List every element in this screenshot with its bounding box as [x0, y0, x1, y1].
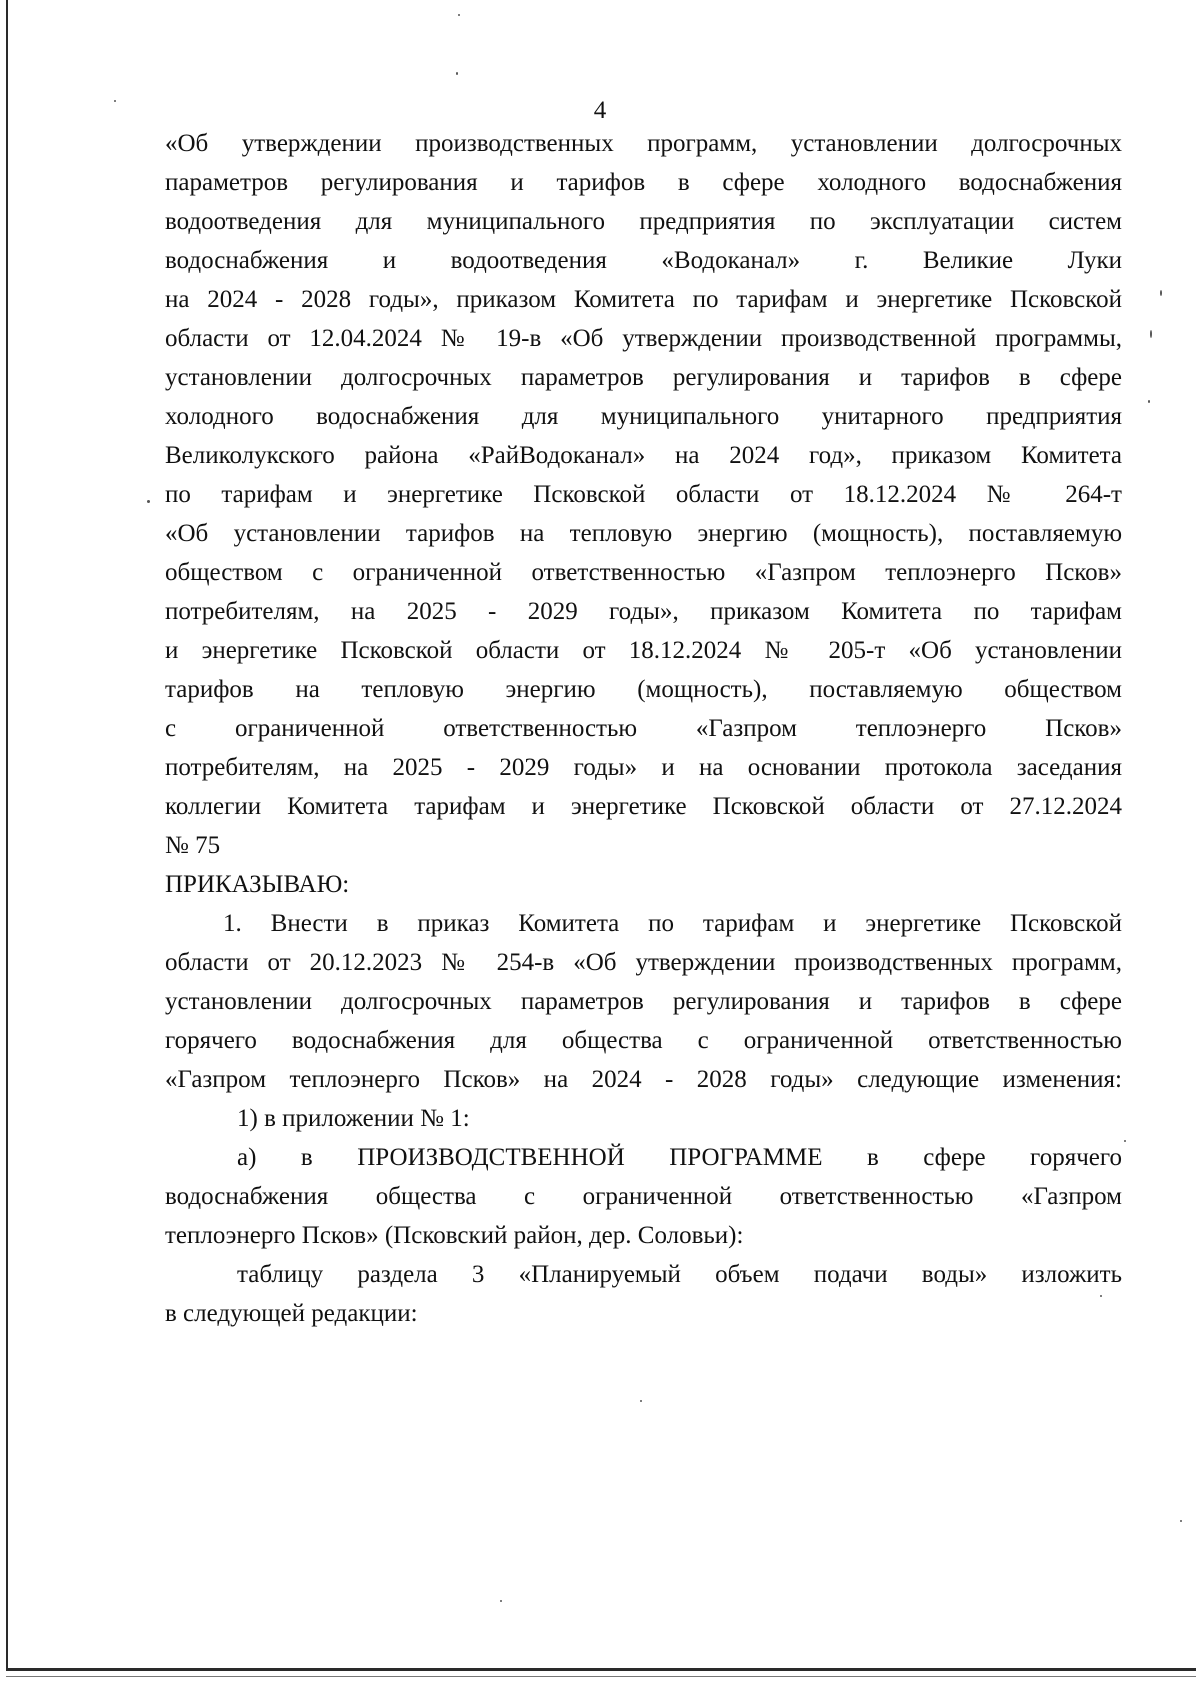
text-line: области от 12.04.2024 № 19-в «Об утверждении производственной программы,	[165, 325, 1122, 352]
text-line: 1. Внести в приказ Комитета по тарифам и энергетике Псковской	[223, 910, 1122, 937]
text-line: водоотведения для муниципального предприятия по эксплуатации систем	[165, 208, 1122, 235]
document-body	[165, 124, 1122, 1333]
scan-speck	[458, 14, 460, 16]
text-line: теплоэнерго Псков» (Псковский район, дер. Соловьи):	[165, 1222, 744, 1249]
text-line: Великолукского района «РайВодоканал» на 2024 год», приказом Комитета	[165, 442, 1122, 469]
scan-speck	[456, 72, 458, 75]
scan-speck	[500, 1600, 502, 1602]
text-line: водоснабжения и водоотведения «Водоканал» г. Великие Луки	[165, 247, 1122, 274]
text-line: потребителям, на 2025 - 2029 годы», приказом Комитета по тарифам	[165, 598, 1122, 625]
scan-speck	[147, 500, 150, 503]
scan-speck	[1180, 1520, 1182, 1522]
scan-speck	[1150, 330, 1152, 338]
scan-speck	[640, 1400, 642, 1402]
text-line: таблицу раздела 3 «Планируемый объем подачи воды» изложить	[237, 1261, 1122, 1288]
text-line: «Об установлении тарифов на тепловую энергию (мощность), поставляемую	[165, 520, 1122, 547]
text-line: водоснабжения общества с ограниченной ответственностью «Газпром	[165, 1183, 1122, 1210]
text-line: на 2024 - 2028 годы», приказом Комитета по тарифам и энергетике Псковской	[165, 286, 1122, 313]
scan-speck	[1124, 1140, 1126, 1142]
text-line: области от 20.12.2023 № 254-в «Об утверждении производственных программ,	[165, 949, 1122, 976]
scan-speck	[114, 100, 116, 102]
text-line: и энергетике Псковской области от 18.12.2024 № 205-т «Об установлении	[165, 637, 1122, 664]
scan-border-bottom-thin	[6, 1676, 1196, 1677]
text-line: в следующей редакции:	[165, 1300, 418, 1327]
text-line: потребителям, на 2025 - 2029 годы» и на основании протокола заседания	[165, 754, 1122, 781]
order-heading: ПРИКАЗЫВАЮ:	[165, 871, 350, 898]
text-line: холодного водоснабжения для муниципального унитарного предприятия	[165, 403, 1122, 430]
text-line: установлении долгосрочных параметров регулирования и тарифов в сфере	[165, 988, 1122, 1015]
text-line: «Об утверждении производственных программ, установлении долгосрочных	[165, 130, 1122, 157]
scan-speck	[1100, 1295, 1102, 1297]
text-line: тарифов на тепловую энергию (мощность), поставляемую обществом	[165, 676, 1122, 703]
scan-border-bottom	[6, 1668, 1196, 1671]
text-line: установлении долгосрочных параметров регулирования и тарифов в сфере	[165, 364, 1122, 391]
text-line: с ограниченной ответственностью «Газпром теплоэнерго Псков»	[165, 715, 1122, 742]
text-line: «Газпром теплоэнерго Псков» на 2024 - 2028 годы» следующие изменения:	[165, 1066, 1122, 1093]
text-line: обществом с ограниченной ответственностью «Газпром теплоэнерго Псков»	[165, 559, 1122, 586]
scan-border-left	[6, 0, 8, 1670]
text-line: № 75	[165, 832, 221, 859]
text-line: а) в ПРОИЗВОДСТВЕННОЙ ПРОГРАММЕ в сфере горячего	[237, 1144, 1122, 1171]
text-line: по тарифам и энергетике Псковской области от 18.12.2024 № 264-т	[165, 481, 1122, 508]
text-line: коллегии Комитета тарифам и энергетике Псковской области от 27.12.2024	[165, 793, 1122, 820]
scan-speck	[1160, 290, 1162, 296]
text-line: горячего водоснабжения для общества с ограниченной ответственностью	[165, 1027, 1122, 1054]
text-line: параметров регулирования и тарифов в сфере холодного водоснабжения	[165, 169, 1122, 196]
page-number: 4	[593, 97, 607, 124]
scan-speck	[1148, 400, 1150, 403]
text-line: 1) в приложении № 1:	[237, 1105, 470, 1132]
